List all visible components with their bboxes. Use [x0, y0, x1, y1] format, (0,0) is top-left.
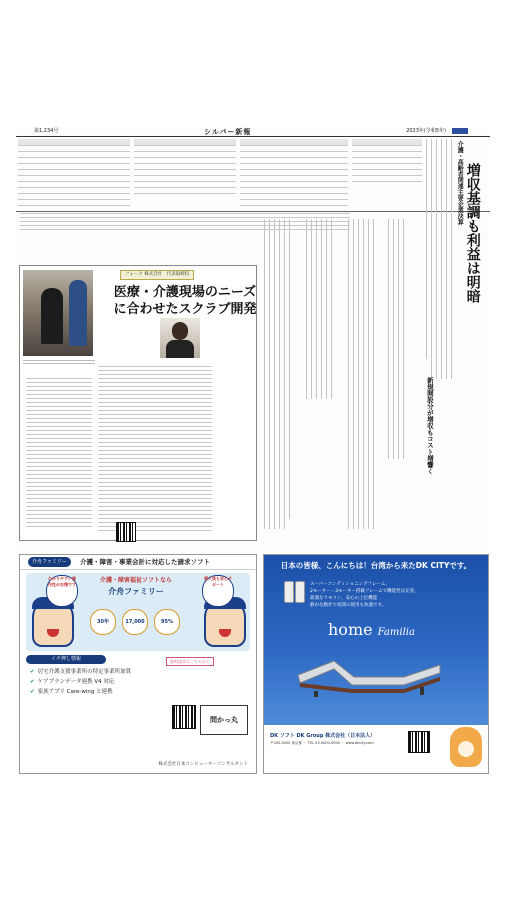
- ad-left-logo: 介舟ファミリー: [28, 557, 71, 567]
- results-table-2: [134, 139, 236, 209]
- side-headline-sub: 介護・高齢者関連主要企業決算: [456, 141, 464, 225]
- results-table-3: [240, 139, 348, 209]
- feature-title: 医療・介護現場のニーズに合わせたスクラブ開発: [113, 285, 257, 317]
- banner-top-text: 介護・障害福祉ソフトなら: [99, 577, 172, 584]
- results-table-4: [352, 139, 422, 209]
- right-column-text: [424, 139, 452, 389]
- newspaper-page: [16, 127, 490, 775]
- ad-left-title: 介護・障害・事業会計に対応した請求ソフト: [80, 558, 210, 566]
- banner-product-name: 介舟ファミリー: [108, 587, 164, 596]
- middle-headline-sub: 新規開設分が増収もコスト増響く: [425, 377, 434, 475]
- ad-left-item-1: ✔ 居宅介護支援事業所の特定事業所加算: [30, 668, 131, 676]
- ad-left-request-note[interactable]: 資料請求はこちらから: [166, 657, 214, 666]
- issue-date: 2023年(令和5年): [406, 128, 446, 134]
- spec-line-4: 静かな動作で夜間の使用も快適です。: [310, 603, 387, 608]
- feature-qr-code[interactable]: [116, 522, 136, 542]
- ad-right-footer: [264, 727, 488, 773]
- stat-rate: 95%: [154, 609, 180, 635]
- feature-body-right: [98, 366, 212, 534]
- ad-right-qr-code[interactable]: [408, 731, 430, 753]
- spec-line-3: 最適なリモコン、安心の上位機能: [310, 596, 378, 601]
- ad-right-brand: [328, 621, 415, 642]
- mascot-right-icon: [204, 599, 246, 647]
- ad-right-company: DK ソフト DK Group 株式会社（日本法人）: [270, 733, 376, 739]
- photo-caption: [23, 358, 95, 366]
- feature-photo: [23, 270, 93, 356]
- feature-article: [19, 265, 257, 541]
- stat-users: 17,000: [122, 609, 148, 635]
- page-badge: [452, 128, 468, 134]
- spec-line-2: 2モーター・3モーター搭載フレームで機能性は充実、: [310, 589, 419, 594]
- stat-years: 30年: [90, 609, 116, 635]
- ad-left-banner: [26, 573, 250, 651]
- results-table-1: [18, 139, 130, 209]
- feature-tag: フォーク 株式会社 代表取締役: [120, 270, 194, 280]
- remote-icon-2: [295, 581, 305, 603]
- spec-line-1: スーパーコンディショニングフレーム、: [310, 582, 390, 587]
- ad-left-qr-code[interactable]: [172, 705, 196, 729]
- ad-dk-city[interactable]: [263, 554, 489, 774]
- brand-sub: Familia: [377, 627, 415, 638]
- masthead: シルバー新報: [204, 127, 252, 136]
- ad-left-item-3: ✔ 家族アプリ Care-wing と連携: [30, 688, 113, 696]
- speech-bubble-left: わかりやすい操作性が自慢です: [46, 575, 78, 607]
- side-headline-main: 増収基調も利益は明暗: [464, 163, 481, 303]
- speech-bubble-right: 導入後も安心サポート: [202, 575, 234, 607]
- ad-right-company-info: 〒000-0000 東京都 ・ TEL 03-0000-0000 ・ www.dkcity.com: [270, 741, 374, 745]
- adjustable-bed-illustration: [294, 655, 444, 697]
- remote-icon-1: [284, 581, 294, 603]
- ad-left-section-header: イチ押し情報: [26, 655, 106, 664]
- ad-left-header: [20, 555, 256, 570]
- page-header: [16, 127, 490, 137]
- middle-column-text: [260, 219, 420, 539]
- feature-body-left: [26, 378, 92, 530]
- financial-tables: [16, 139, 490, 212]
- brand-main: home: [328, 620, 373, 639]
- fox-mascot-icon: [450, 727, 482, 767]
- ad-right-specs: [310, 581, 419, 609]
- issue-number: 第1,234号: [34, 128, 59, 134]
- ad-left-mascot-box: 問かっ丸: [200, 705, 248, 735]
- ad-right-panel: [264, 555, 488, 725]
- ad-left-item-2: ✔ ケアプランデータ連携 V4 対応: [30, 678, 114, 686]
- ad-kaishu-family[interactable]: [19, 554, 257, 774]
- ad-right-tagline: 日本の皆様、こんにちは！台湾から来たDK CITYです。: [280, 561, 472, 570]
- ad-left-footer: 株式会社日本コンピューターコンサルタント: [158, 762, 248, 767]
- portrait-photo: [160, 318, 200, 358]
